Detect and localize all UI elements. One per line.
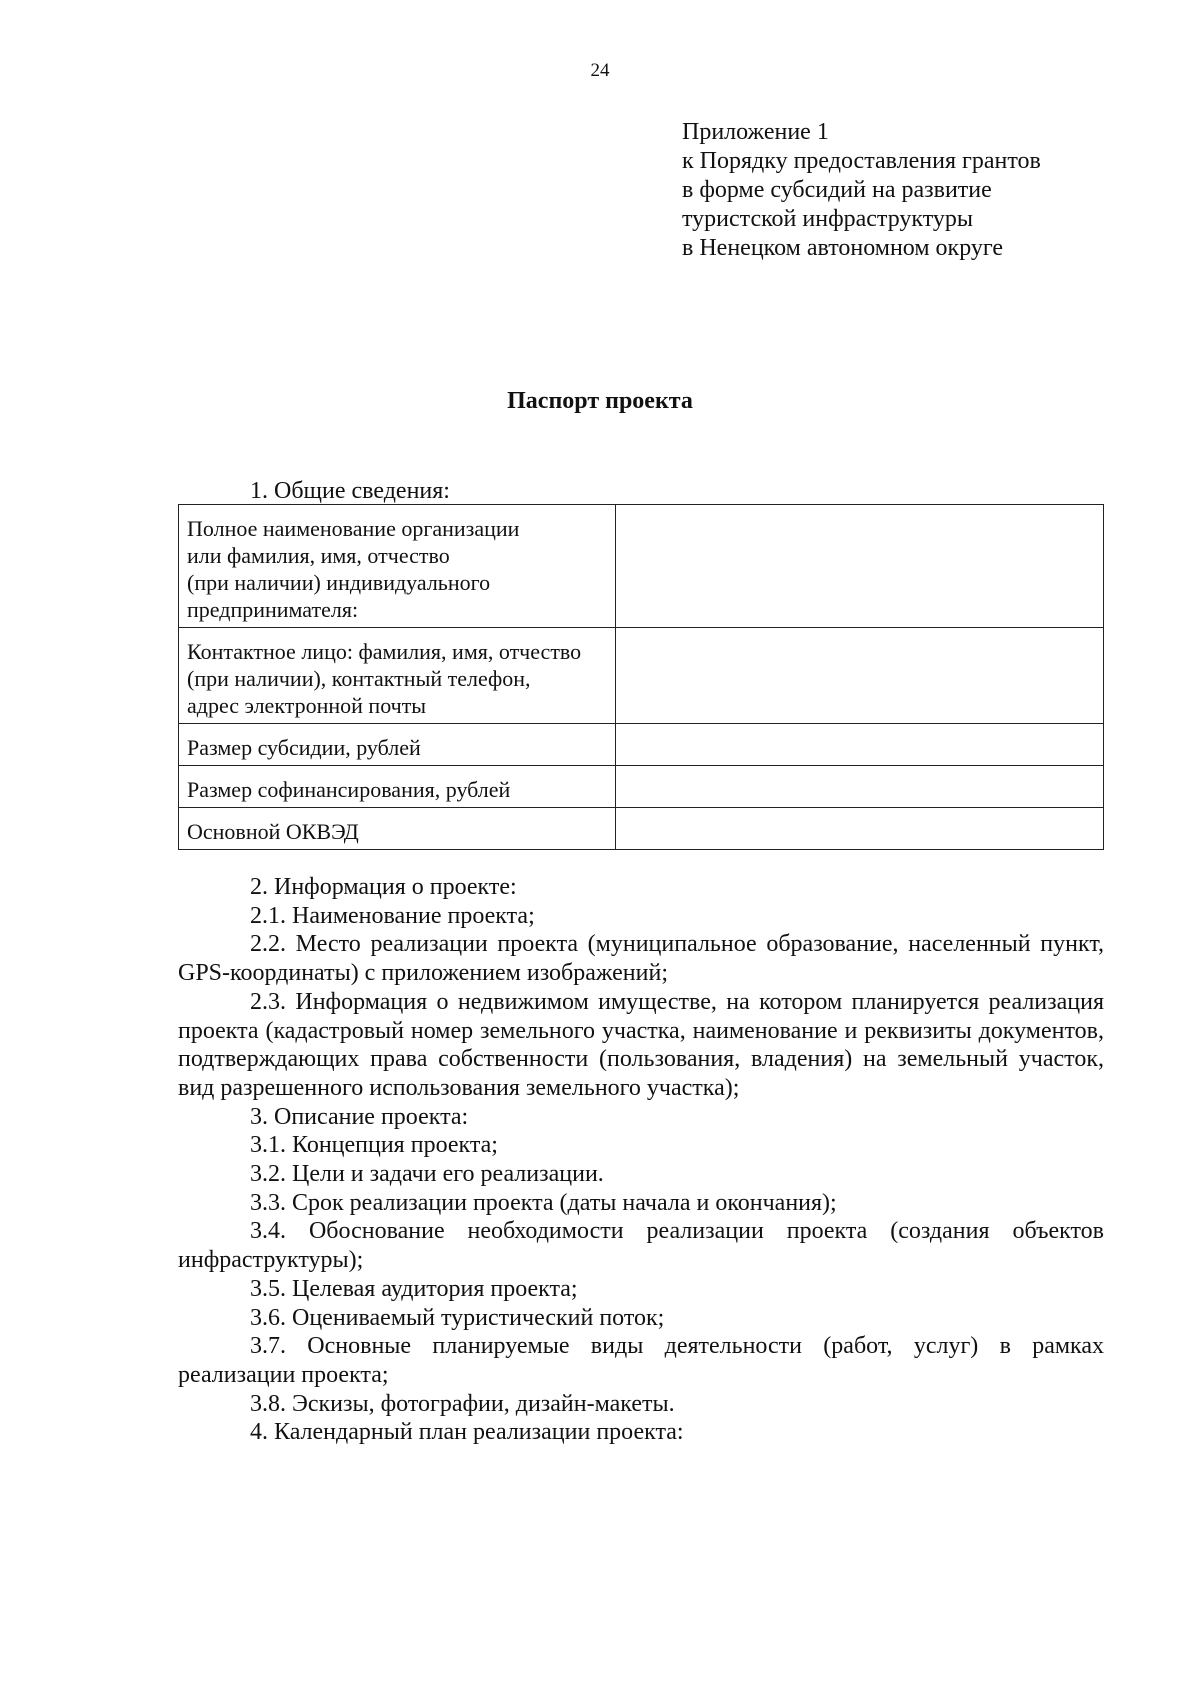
paragraph: 3.6. Оцениваемый туристический поток; [250,1304,665,1331]
appendix-line: в форме субсидий на развитие [682,177,992,203]
paragraph: 2.3. Информация о недвижимом имуществе, на котором планируется реализация проекта (кадастровый номер земельного участка, наименование и реквизиты документов, подтверждающих права собственности (пользования, владения) на земельный участок, вид разрешенного использования земельного участка); [178,988,1104,1101]
paragraph: 2.2. Место реализации проекта (муниципальное образование, населенный пункт, GPS-координаты) с приложением изображений; [178,931,1104,987]
paragraph: 3.2. Цели и задачи его реализации. [250,1161,604,1188]
section-heading: 1. Общие сведения: [250,478,450,504]
appendix-line: Приложение 1 [682,119,829,145]
row-label-text: Полное наименование организации или фамилия, имя, отчество (при наличии) индивидуального предпринимателя: [187,516,520,622]
paragraph: 3.1. Концепция проекта; [250,1132,498,1159]
appendix-line: туристской инфраструктуры [682,206,974,232]
row-label [179,628,616,724]
paragraph: 3.5. Целевая аудитория проекта; [250,1275,578,1302]
row-value [615,505,1103,628]
row-label: Размер субсидии, рублей [179,724,616,766]
row-value [615,724,1103,766]
table-row [179,766,1104,808]
paragraph: 2.1. Наименование проекта; [250,902,535,929]
row-value [615,628,1103,724]
appendix-line: к Порядку предоставления грантов [682,148,1041,174]
row-label [179,505,616,628]
row-label: Основной ОКВЭД [179,808,616,850]
paragraph: 3.8. Эскизы, фотографии, дизайн-макеты. [250,1390,675,1417]
paragraph: 3.4. Обоснование необходимости реализации проекта (создания объектов инфраструктуры); [178,1218,1104,1274]
row-label-text: Контактное лицо: фамилия, имя, отчество (при наличии), контактный телефон, адрес электронной почты [187,639,582,718]
paragraph: 3.7. Основные планируемые виды деятельности (работ, услуг) в рамках реализации проекта; [178,1333,1104,1388]
document-title: Паспорт проекта [507,388,693,414]
paragraph: 3. Описание проекта: [250,1103,469,1130]
table-row [179,505,1104,628]
table-row [179,628,1104,724]
table-row [179,724,1104,766]
body-text [178,873,1104,1447]
appendix-line: в Ненецком автономном округе [682,235,1004,261]
paragraph: 3.3. Срок реализации проекта (даты начала и окончания); [250,1189,837,1216]
general-info-table [178,504,1104,850]
row-value [615,766,1103,808]
paragraph: 4. Календарный план реализации проекта: [250,1419,684,1446]
appendix-block [682,118,1041,263]
page-number: 24 [590,60,610,81]
row-label: Размер софинансирования, рублей [179,766,616,808]
paragraph: 2. Информация о проекте: [250,874,517,900]
row-value [615,808,1103,850]
table-row [179,808,1104,850]
